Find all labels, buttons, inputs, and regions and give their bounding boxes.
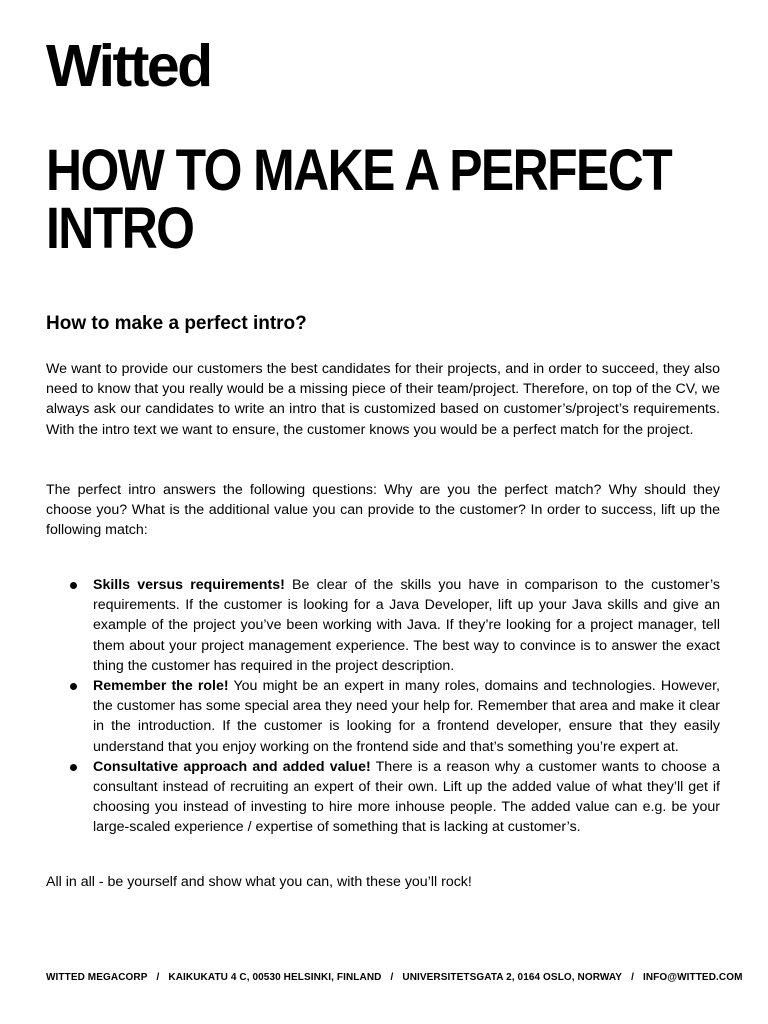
bullet-icon — [70, 683, 77, 690]
list-item — [46, 676, 720, 757]
footer-separator: / — [156, 972, 160, 983]
closing-line: All in all - be yourself and show what you can, with these you’ll rock! — [46, 874, 472, 890]
section-heading: How to make a perfect intro? — [46, 313, 307, 334]
bullet-icon — [70, 764, 77, 771]
list-item-text: There is a reason why a customer wants to choose a consultant instead of recruiting an expert of their own. Lift up the added value of what they’ll get if choosing you instead of investing to hire more inhouse people. The added value can e.g. be your large-scaled experience / expertise of something that is lacking at customer’s. — [93, 758, 720, 836]
footer-separator: / — [390, 972, 394, 983]
footer — [46, 971, 743, 985]
list-item-text: You might be an expert in many roles, domains and technologies. However, the customer has some special area they need your help for. Remember that area and make it clear in the introduction. If the customer is looking for a frontend developer, ensure that they easily understand that you enjoy working on the frontend side and that’s something you’re expert at. — [93, 678, 720, 755]
page-title — [46, 138, 734, 261]
list-item-lead: Skills versus requirements! — [93, 577, 285, 593]
questions-paragraph: The perfect intro answers the following questions: Why are you the perfect match? Why should they choose you? What is the additional value you can provide to the customer? In order to success, lift up the following match: — [46, 482, 720, 539]
footer-separator: / — [631, 972, 634, 983]
page-title-line-2: INTRO — [46, 196, 194, 261]
page-title-line-1: HOW TO MAKE A PERFECT — [46, 138, 672, 203]
witted-logo: Witted — [46, 33, 211, 99]
footer-address-helsinki: KAIKUKATU 4 C, 00530 HELSINKI, FINLAND — [168, 972, 382, 983]
list-item — [46, 757, 720, 838]
footer-address-oslo: UNIVERSITETSGATA 2, 0164 OSLO, NORWAY — [402, 972, 623, 983]
intro-paragraph: We want to provide our customers the best candidates for their projects, and in order to succeed, they also need to know that you really would be a missing piece of their team/project. Therefore, on top of the CV, we always ask our candidates to write an intro that is customized based on customer’s/project’s requirements. With the intro text we want to ensure, the customer knows you would be a perfect match for the project. — [46, 361, 720, 438]
list-item-lead: Consultative approach and added value! — [93, 758, 371, 775]
list-item-lead: Remember the role! — [93, 678, 229, 695]
footer-email-link[interactable]: INFO@WITTED.COM — [642, 972, 743, 983]
list-item-text: Be clear of the skills you have in comparison to the customer’s requirements. If the customer is looking for a Java Developer, lift up your Java skills and give an example of the project you’ve been working with Java. If they’re looking for a project manager, tell them about your project management experience. The best way to convince is to answer the exact thing the customer has required in the project description. — [93, 577, 720, 674]
list-item — [46, 575, 720, 676]
bullet-icon — [70, 582, 77, 589]
tips-list — [46, 575, 720, 838]
footer-company: WITTED MEGACORP — [46, 972, 148, 983]
